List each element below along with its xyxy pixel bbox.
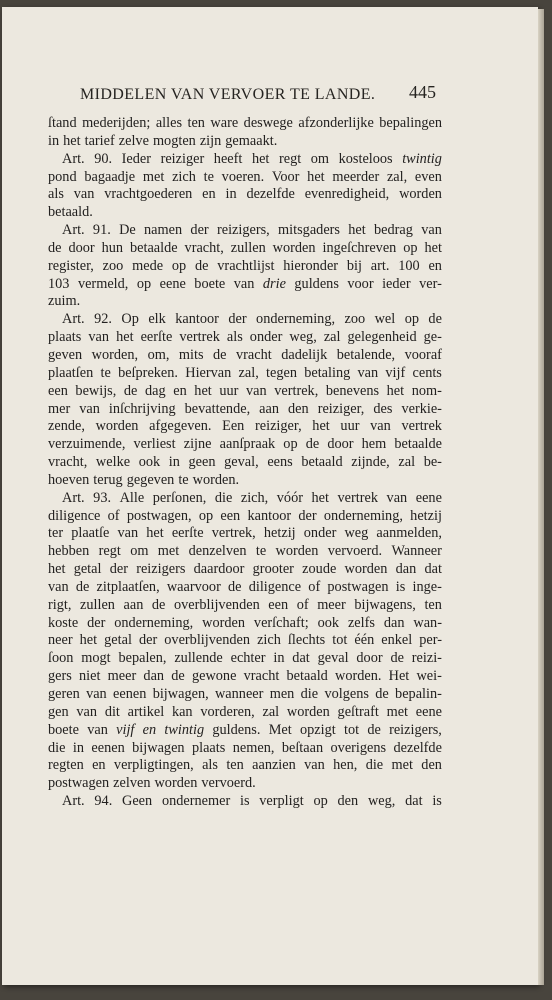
text-line: rigt, zullen aan de overblijvenden een of meer bijwagens, ten <box>48 596 442 613</box>
text-line: hebben regt om met denzelven te worden vervoerd. Wanneer <box>48 543 442 560</box>
running-title: MIDDELEN VAN VERVOER TE LANDE. <box>80 86 376 103</box>
text-line: Art. 91. De namen der reizigers, mitsgaders het bedrag van <box>62 222 442 239</box>
page-number: 445 <box>409 82 436 102</box>
text-line: in het tarief zelve mogten zijn gemaakt. <box>48 132 278 149</box>
text-line: diligence of postwagen, op een kantoor der onderneming, hetzij <box>48 507 442 524</box>
text-line: zuim. <box>48 293 81 310</box>
text-line: pond bagaadje met zich te voeren. Voor het meerder zal, even <box>48 168 442 185</box>
text-line: register, zoo mede op de vrachtlijst hieronder bij art. 100 en <box>48 257 442 274</box>
text-line: van de zitplaatſen, waarvoor de diligence of postwagen is inge- <box>48 578 442 595</box>
text-line: ſoon mogt bepalen, zullende echter in dat geval door de reizi- <box>48 650 442 667</box>
text-line: mer van inſchrijving bevattende, aan den reiziger, des verkie- <box>48 400 442 417</box>
text-line: Art. 90. Ieder reiziger heeft het regt om kosteloos twintig <box>62 150 442 167</box>
text-line: betaald. <box>48 204 93 221</box>
page-edge <box>538 9 544 985</box>
text-line: neer het getal der overblijvenden zich ſlechts tot één enkel per- <box>48 632 442 649</box>
text-line: een bewijs, de dag en het uur van vertrek, benevens het nom- <box>48 382 442 399</box>
text-line: ter plaatſe van het eerſte vertrek, hetzij onder weg aanmelden, <box>48 525 442 542</box>
text-line: Art. 93. Alle perſonen, die zich, vóór het vertrek van eene <box>62 489 442 506</box>
text-line: gen van dit artikel kan vorderen, zal worden geſtraft met eene <box>48 703 442 720</box>
text-line: verzuimende, verliest zijne aanſpraak op de door hem betaalde <box>48 436 442 453</box>
text-line: gers niet meer dan de gewone vracht betaald worden. Het wei- <box>48 668 442 685</box>
text-line: geven worden, om, mits de vracht dadelijk betalende, vooraf <box>48 346 442 363</box>
text-line: zende, worden afgegeven. Een reiziger, het uur van vertrek <box>48 418 442 435</box>
text-line: 103 vermeld, op eene boete van drie guldens voor ieder ver- <box>48 275 442 292</box>
text-line: regten en verpligtingen, als ten aanzien van hen, die met den <box>48 757 442 774</box>
text-line: hoeven terug gegeven te worden. <box>48 471 240 488</box>
text-line: de door hun betaalde vracht, zullen worden ingeſchreven op het <box>48 239 442 256</box>
text-line: Art. 92. Op elk kantoor der onderneming, zoo wel op de <box>62 311 442 328</box>
text-line: koste der onderneming, worden verſchaft; ook zelfs dan wan- <box>48 614 442 631</box>
text-line: geren van eenen bijwagen, wanneer men die volgens de bepalin- <box>48 686 442 702</box>
text-line: Art. 94. Geen ondernemer is verpligt op den weg, dat is <box>62 793 442 810</box>
text-line: plaats van het eerſte vertrek als onder weg, zal gelegenheid ge- <box>48 329 442 346</box>
body-text <box>48 115 442 811</box>
text-line: die in eenen bijwagen plaats nemen, beſtaan overigens dezelfde <box>48 739 442 756</box>
text-line: postwagen zelven worden vervoerd. <box>48 775 256 792</box>
text-line: ſtand mederijden; alles ten ware deswege afzonderlijke bepalingen <box>48 115 442 131</box>
text-line: het getal der reizigers daardoor grooter zoude worden dan dat <box>48 561 442 578</box>
page-header <box>80 82 436 108</box>
text-line: vracht, welke ook in geen geval, eens betaald zijnde, zal be- <box>48 454 442 471</box>
text-line: plaatſen te beſpreken. Hiervan zal, tegen betaling van vijf cents <box>48 364 442 381</box>
text-line: als van vrachtgoederen en in dezelfde evenredigheid, worden <box>48 186 442 203</box>
text-line: boete van vijf en twintig guldens. Met opzigt tot de reizigers, <box>48 721 442 738</box>
